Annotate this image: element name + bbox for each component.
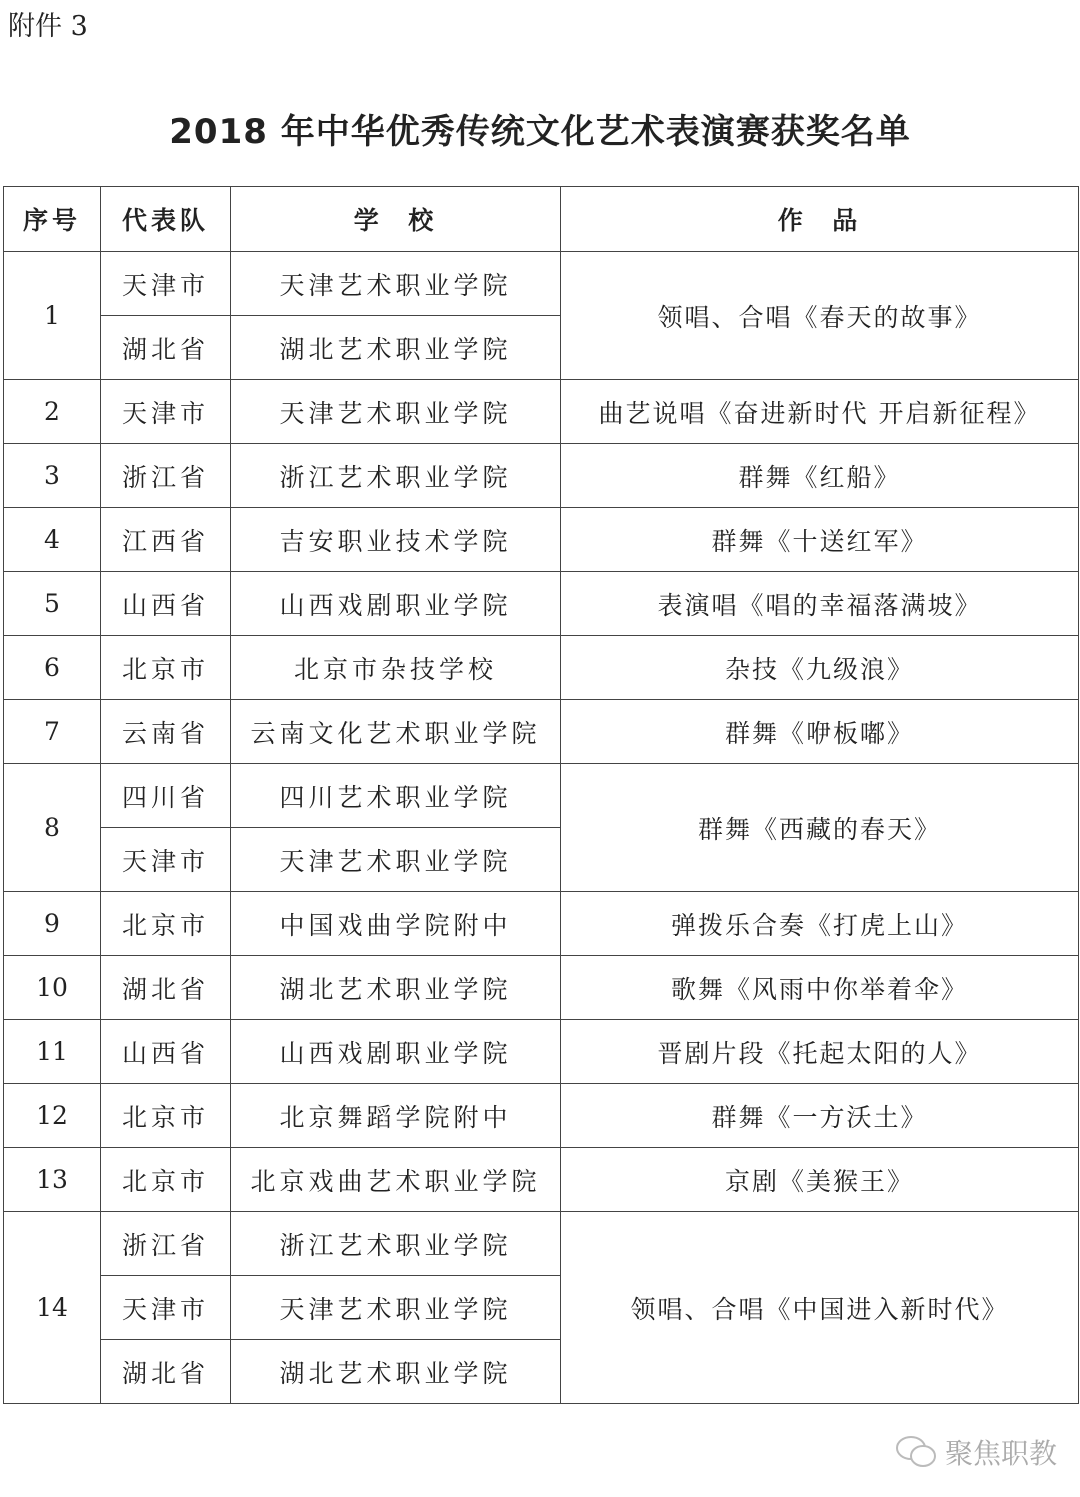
- row-number: 4: [4, 508, 101, 572]
- row-number: 1: [4, 252, 101, 380]
- work-cell: 表演唱《唱的幸福落满坡》: [561, 572, 1079, 636]
- row-number: 3: [4, 444, 101, 508]
- team-cell: 山西省: [101, 1020, 231, 1084]
- team-cell: 浙江省: [101, 444, 231, 508]
- row-number: 14: [4, 1212, 101, 1404]
- work-cell: 群舞《一方沃土》: [561, 1084, 1079, 1148]
- row-number: 13: [4, 1148, 101, 1212]
- wechat-icon: [895, 1434, 939, 1470]
- work-cell: 领唱、合唱《中国进入新时代》: [561, 1212, 1079, 1404]
- header-school: 学 校: [231, 187, 561, 252]
- school-cell: 吉安职业技术学院: [231, 508, 561, 572]
- table-row: [4, 444, 1079, 508]
- team-cell: 天津市: [101, 380, 231, 444]
- school-cell: 山西戏剧职业学院: [231, 1020, 561, 1084]
- school-cell: 天津艺术职业学院: [231, 828, 561, 892]
- watermark: [895, 1432, 1057, 1472]
- work-cell: 弹拨乐合奏《打虎上山》: [561, 892, 1079, 956]
- table-row: [4, 1020, 1079, 1084]
- row-number: 6: [4, 636, 101, 700]
- school-cell: 浙江艺术职业学院: [231, 444, 561, 508]
- header-no: 序号: [4, 187, 101, 252]
- school-cell: 湖北艺术职业学院: [231, 316, 561, 380]
- watermark-text: 聚焦职教: [945, 1437, 1058, 1470]
- work-cell: 群舞《咿板嘟》: [561, 700, 1079, 764]
- school-cell: 中国戏曲学院附中: [231, 892, 561, 956]
- header-work: 作 品: [561, 187, 1079, 252]
- header-team: 代表队: [101, 187, 231, 252]
- work-cell: 曲艺说唱《奋进新时代 开启新征程》: [561, 380, 1079, 444]
- school-cell: 云南文化艺术职业学院: [231, 700, 561, 764]
- table-row: [4, 956, 1079, 1020]
- table-row: [4, 892, 1079, 956]
- award-table: [3, 186, 1079, 1404]
- table-row: [4, 1212, 1079, 1276]
- team-cell: 北京市: [101, 1084, 231, 1148]
- team-cell: 四川省: [101, 764, 231, 828]
- table-header-row: [4, 187, 1079, 252]
- row-number: 12: [4, 1084, 101, 1148]
- document-title: 2018 年中华优秀传统文化艺术表演赛获奖名单: [169, 112, 911, 152]
- work-cell: 领唱、合唱《春天的故事》: [561, 252, 1079, 380]
- school-cell: 四川艺术职业学院: [231, 764, 561, 828]
- team-cell: 天津市: [101, 828, 231, 892]
- team-cell: 湖北省: [101, 316, 231, 380]
- school-cell: 北京市杂技学校: [231, 636, 561, 700]
- attachment-label: 附件 3: [8, 11, 88, 42]
- school-cell: 天津艺术职业学院: [231, 380, 561, 444]
- team-cell: 天津市: [101, 252, 231, 316]
- table-row: [4, 252, 1079, 316]
- team-cell: 山西省: [101, 572, 231, 636]
- row-number: 8: [4, 764, 101, 892]
- team-cell: 云南省: [101, 700, 231, 764]
- school-cell: 天津艺术职业学院: [231, 1276, 561, 1340]
- row-number: 11: [4, 1020, 101, 1084]
- work-cell: 群舞《十送红军》: [561, 508, 1079, 572]
- school-cell: 浙江艺术职业学院: [231, 1212, 561, 1276]
- school-cell: 天津艺术职业学院: [231, 252, 561, 316]
- school-cell: 湖北艺术职业学院: [231, 956, 561, 1020]
- work-cell: 群舞《红船》: [561, 444, 1079, 508]
- row-number: 5: [4, 572, 101, 636]
- table-row: [4, 572, 1079, 636]
- table-row: [4, 700, 1079, 764]
- school-cell: 北京舞蹈学院附中: [231, 1084, 561, 1148]
- row-number: 7: [4, 700, 101, 764]
- table-row: [4, 636, 1079, 700]
- team-cell: 北京市: [101, 892, 231, 956]
- table-row: [4, 1084, 1079, 1148]
- team-cell: 湖北省: [101, 1340, 231, 1404]
- row-number: 10: [4, 956, 101, 1020]
- school-cell: 北京戏曲艺术职业学院: [231, 1148, 561, 1212]
- table-row: [4, 1148, 1079, 1212]
- team-cell: 江西省: [101, 508, 231, 572]
- work-cell: 杂技《九级浪》: [561, 636, 1079, 700]
- work-cell: 歌舞《风雨中你举着伞》: [561, 956, 1079, 1020]
- row-number: 9: [4, 892, 101, 956]
- team-cell: 湖北省: [101, 956, 231, 1020]
- work-cell: 京剧《美猴王》: [561, 1148, 1079, 1212]
- table-row: [4, 380, 1079, 444]
- team-cell: 浙江省: [101, 1212, 231, 1276]
- table-row: [4, 508, 1079, 572]
- team-cell: 北京市: [101, 1148, 231, 1212]
- work-cell: 晋剧片段《托起太阳的人》: [561, 1020, 1079, 1084]
- team-cell: 天津市: [101, 1276, 231, 1340]
- work-cell: 群舞《西藏的春天》: [561, 764, 1079, 892]
- table-row: [4, 764, 1079, 828]
- team-cell: 北京市: [101, 636, 231, 700]
- school-cell: 山西戏剧职业学院: [231, 572, 561, 636]
- school-cell: 湖北艺术职业学院: [231, 1340, 561, 1404]
- row-number: 2: [4, 380, 101, 444]
